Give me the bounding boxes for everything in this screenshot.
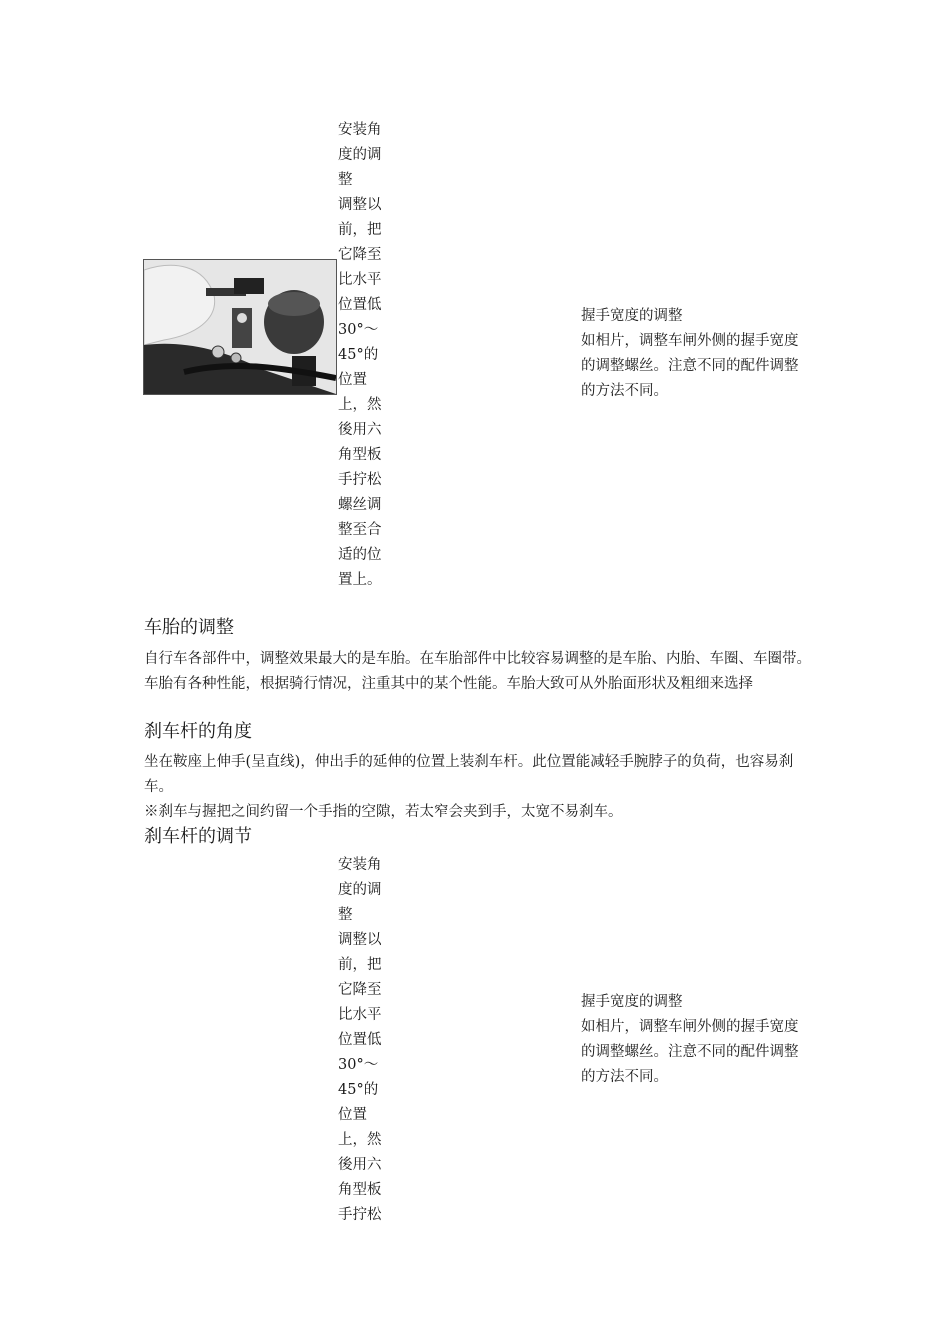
install-angle-line: 适的位 — [338, 547, 382, 563]
grip-width-body: 如相片，调整车闸外侧的握手宽度的调整螺丝。注意不同的配件调整的方法不同。 — [581, 333, 799, 399]
install-angle-2-line: 前，把 — [338, 957, 382, 973]
grip-width-note-2 — [581, 990, 811, 1090]
install-angle-line: 整至合 — [338, 522, 382, 538]
tire-heading: 车胎的调整 — [144, 617, 234, 638]
install-angle-line: 位置 — [338, 372, 367, 388]
lever-adjust-heading: 刹车杆的调节 — [144, 826, 252, 847]
install-angle-line: 它降至 — [338, 247, 382, 263]
install-angle-line: 位置低 — [338, 297, 382, 313]
install-angle-2-line: 上，然 — [338, 1132, 382, 1148]
install-angle-line: 调整以 — [338, 197, 382, 213]
brake-lever-photo — [143, 259, 337, 395]
install-angle-2-line: 角型板 — [338, 1182, 382, 1198]
install-angle-2-line: 度的调 — [338, 882, 382, 898]
install-angle-line: 安装角 — [338, 122, 382, 138]
grip-width-note — [581, 304, 811, 404]
install-angle-text-2 — [338, 853, 390, 1228]
install-angle-text — [338, 118, 390, 593]
grip-width-title-2: 握手宽度的调整 — [581, 994, 683, 1010]
install-angle-line: 手拧松 — [338, 472, 382, 488]
install-angle-line: 置上。 — [338, 572, 382, 588]
install-angle-line: 前，把 — [338, 222, 382, 238]
install-angle-2-line: 比水平 — [338, 1007, 382, 1023]
lever-angle-heading: 刹车杆的角度 — [144, 721, 252, 742]
install-angle-line: 整 — [338, 172, 353, 188]
install-angle-2-line: 调整以 — [338, 932, 382, 948]
grip-width-title: 握手宽度的调整 — [581, 308, 683, 324]
install-angle-line: 30°～ — [338, 322, 379, 338]
brake-lever-illustration — [144, 260, 336, 394]
lever-angle-note: ※刹车与握把之间约留一个手指的空隙，若太窄会夹到手，太宽不易刹车。 — [144, 804, 623, 820]
install-angle-line: 角型板 — [338, 447, 382, 463]
install-angle-line: 45°的 — [338, 347, 379, 363]
install-angle-2-line: 位置低 — [338, 1032, 382, 1048]
install-angle-2-line: 整 — [338, 907, 353, 923]
install-angle-2-line: 手拧松 — [338, 1207, 382, 1223]
install-angle-2-line: 位置 — [338, 1107, 367, 1123]
install-angle-2-line: 後用六 — [338, 1157, 382, 1173]
install-angle-2-line: 安装角 — [338, 857, 382, 873]
install-angle-line: 度的调 — [338, 147, 382, 163]
install-angle-2-line: 45°的 — [338, 1082, 379, 1098]
install-angle-line: 比水平 — [338, 272, 382, 288]
install-angle-2-line: 30°～ — [338, 1057, 379, 1073]
install-angle-2-line: 它降至 — [338, 982, 382, 998]
install-angle-line: 上，然 — [338, 397, 382, 413]
tire-paragraph: 自行车各部件中，调整效果最大的是车胎。在车胎部件中比较容易调整的是车胎、内胎、车圈、车圈带。车胎有各种性能，根据骑行情况，注重其中的某个性能。车胎大致可从外胎面形状及粗细来选择 — [144, 651, 811, 692]
install-angle-line: 螺丝调 — [338, 497, 382, 513]
lever-angle-paragraph: 坐在鞍座上伸手(呈直线)，伸出手的延伸的位置上装刹车杆。此位置能减轻手腕脖子的负荷，也容易刹车。 — [144, 754, 794, 795]
grip-width-body-2: 如相片，调整车闸外侧的握手宽度的调整螺丝。注意不同的配件调整的方法不同。 — [581, 1019, 799, 1085]
install-angle-line: 後用六 — [338, 422, 382, 438]
